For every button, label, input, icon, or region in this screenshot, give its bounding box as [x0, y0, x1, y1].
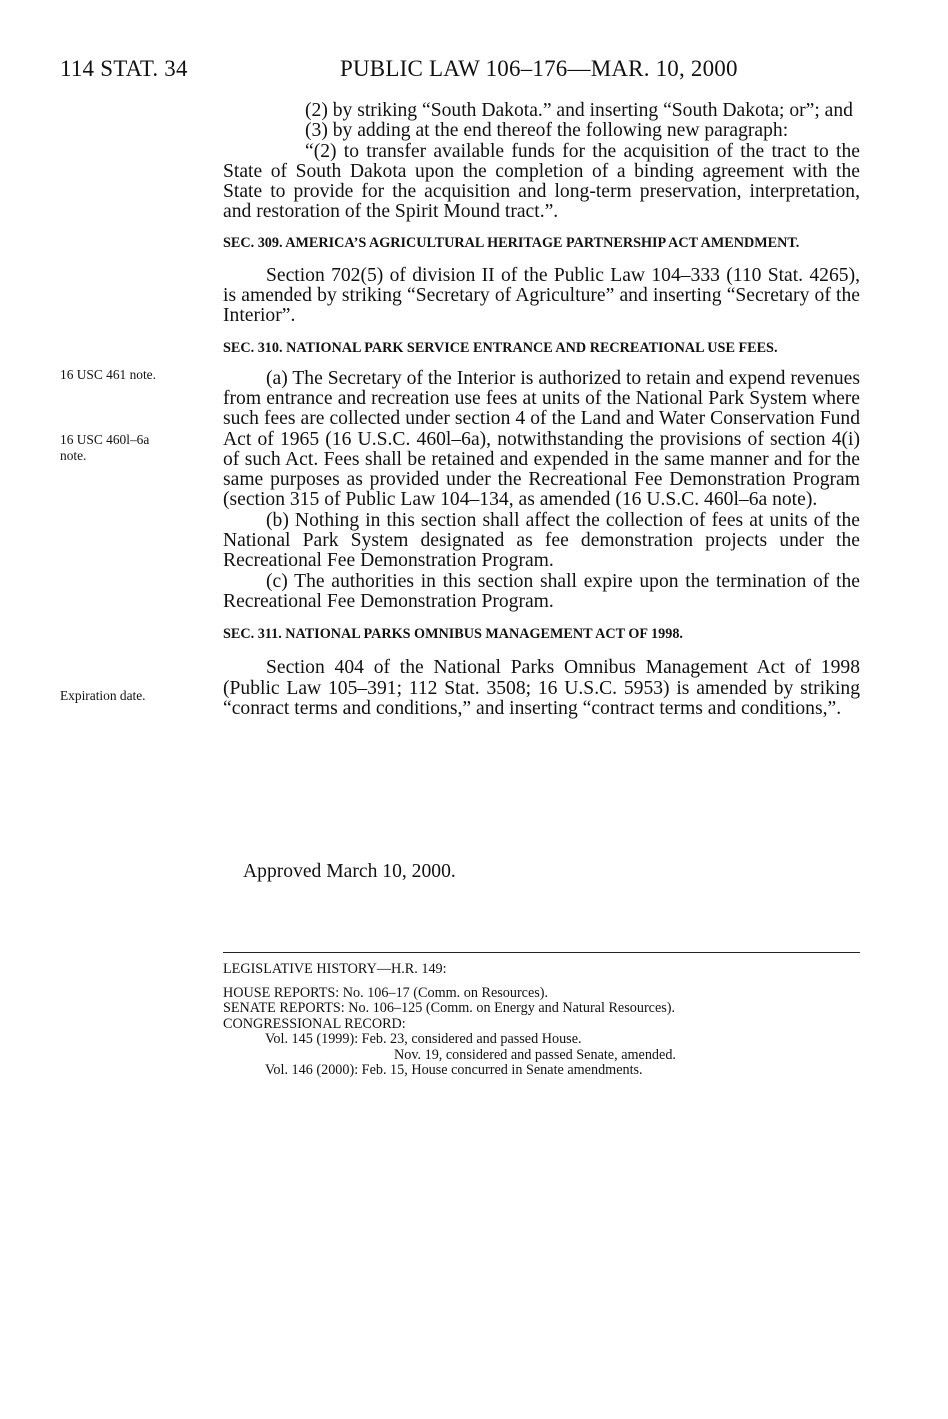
quoted-paragraph-2: “(2) to transfer available funds for the acquisition of the tract to the State of South Dakota upon the completion of a binding agreement with the State to provide for the acquisition and long-term preservation, interpretation, and restoration of the Spirit Mound tract.”. [223, 140, 860, 223]
paragraph-3-adding: (3) by adding at the end thereof the following new paragraph: [305, 120, 789, 142]
divider-rule [223, 952, 860, 953]
congressional-record: CONGRESSIONAL RECORD: [223, 1015, 406, 1032]
margin-note-expiration: Expiration date. [60, 688, 146, 703]
senate-reports: SENATE REPORTS: No. 106–125 (Comm. on Energy and Natural Resources). [223, 1000, 676, 1016]
sec-311-text: Section 404 of the National Parks Omnibus Management Act of 1998 (Public Law 105–391; 112 Stat. 3508; 16 U.S.C. 5953) is amended by striking “conract terms and conditions,” and inserting “contract terms and conditions,”. [223, 657, 860, 719]
sec-310-heading: SEC. 310. NATIONAL PARK SERVICE ENTRANCE AND RECREATIONAL USE FEES. [223, 339, 778, 356]
margin-note-460l-line2: note. [60, 448, 87, 463]
record-vol-146: Vol. 146 (2000): Feb. 15, House concurred in Senate amendments. [265, 1062, 643, 1078]
record-vol-145-senate: Nov. 19, considered and passed Senate, amended. [394, 1046, 676, 1063]
body-text [223, 101, 860, 719]
paragraph-2-striking: (2) by striking “South Dakota.” and inserting “South Dakota; or”; and [305, 100, 853, 121]
page-number: 114 STAT. 34 [60, 56, 188, 81]
house-reports: HOUSE REPORTS: No. 106–17 (Comm. on Resources). [223, 984, 549, 1001]
record-vol-145-house: Vol. 145 (1999): Feb. 23, considered and passed House. [265, 1031, 582, 1047]
sec-310-a: (a) The Secretary of the Interior is authorized to retain and expend revenues from entrance and recreation use fees at units of the National Park System where such fees are collected under section 4 of the Land and Water Conservation Fund Act of 1965 (16 U.S.C. 460l–6a), notwithstanding the provisions of section 4(i) of such Act. Fees shall be retained and expended in the same manner and for the same purposes as provided under the Recreational Fee Demonstration Program (section 315 of Public Law 104–134, as amended (16 U.S.C. 460l–6a note). [223, 367, 860, 511]
legislative-history-heading: LEGISLATIVE HISTORY—H.R. 149: [223, 961, 447, 977]
margin-note-460l [60, 432, 149, 464]
margin-note-460l-line1: 16 USC 460l–6a [60, 432, 150, 447]
legislative-history [223, 962, 863, 1079]
running-title: PUBLIC LAW 106–176—MAR. 10, 2000 [340, 56, 738, 81]
margin-note-461: 16 USC 461 note. [60, 367, 156, 382]
sec-309-heading: SEC. 309. AMERICA’S AGRICULTURAL HERITAGE PARTNERSHIP ACT AMENDMENT. [223, 234, 800, 251]
sec-309-text: Section 702(5) of division II of the Public Law 104–333 (110 Stat. 4265), is amended by striking “Secretary of Agriculture” and inserting “Secretary of the Interior”. [223, 264, 860, 327]
sec-311-heading: SEC. 311. NATIONAL PARKS OMNIBUS MANAGEMENT ACT OF 1998. [223, 626, 683, 643]
approval-date: Approved March 10, 2000. [243, 861, 456, 882]
sec-310-c: (c) The authorities in this section shall expire upon the termination of the Recreational Fee Demonstration Program. [223, 570, 860, 612]
sec-310-b: (b) Nothing in this section shall affect the collection of fees at units of the National Park System designated as fee demonstration projects under the Recreational Fee Demonstration Program. [223, 509, 860, 572]
